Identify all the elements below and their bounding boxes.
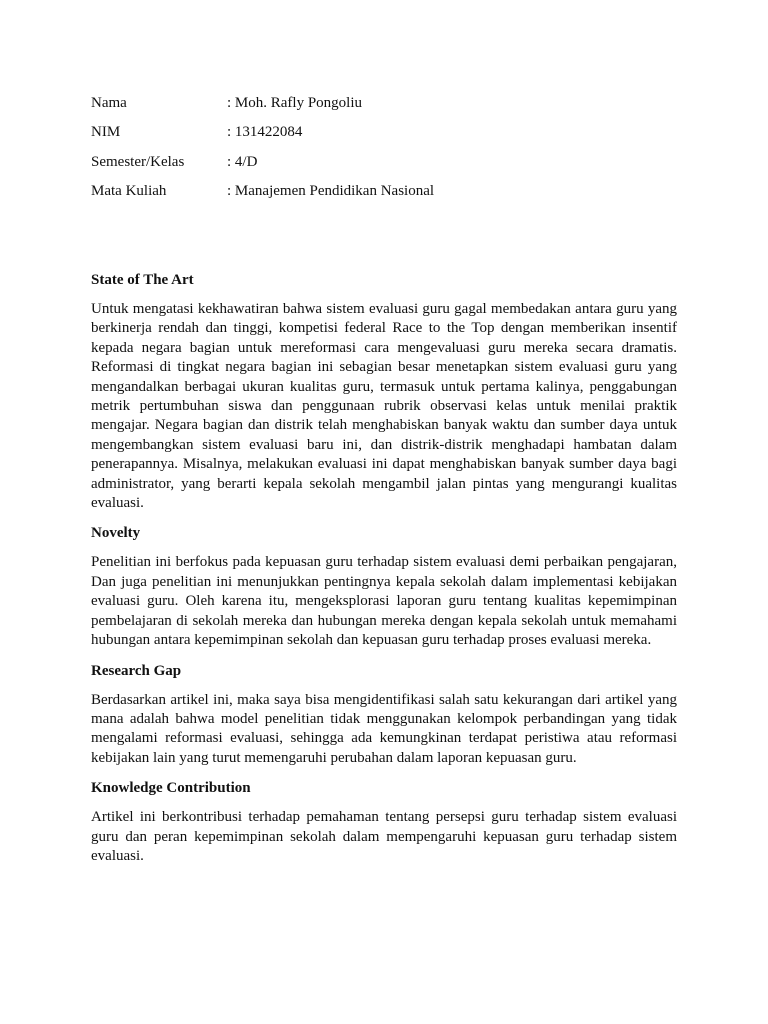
info-label: Mata Kuliah (91, 182, 167, 199)
info-row-semester (91, 152, 691, 181)
info-label: Nama (91, 95, 127, 111)
info-row-mata-kuliah (91, 181, 691, 210)
section-paragraph: Penelitian ini berfokus pada kepuasan guru terhadap sistem evaluasi demi perbaikan pengajaran, Dan juga penelitian ini menunjukkan pentingnya kepala sekolah dalam implementasi kebijakan evaluasi guru. Oleh karena itu, mengeksplorasi laporan guru tentang kualitas kepemimpinan pembelajaran di sekolah mereka dan hubungan mereka dengan kepala sekolah untuk memahami hubungan antara kepemimpinan sekolah dan kepuasan guru terhadap proses evaluasi mereka. (91, 554, 677, 649)
info-value: : Manajemen Pendidikan Nasional (227, 181, 434, 201)
section-paragraph: Berdasarkan artikel ini, maka saya bisa mengidentifikasi salah satu kekurangan dari artikel yang mana adalah bahwa model penelitian tidak menggunakan kelompok perbandingan yang tidak mengalami reformasi evaluasi, sehingga ada kemungkinan terdapat peristiwa atau reformasi kebijakan lain yang turut memengaruhi perubahan dalam laporan kepuasan guru. (91, 691, 677, 766)
info-label: Semester/Kelas (91, 153, 185, 170)
section-novelty (91, 523, 677, 650)
section-paragraph: Artikel ini berkontribusi terhadap pemahaman tentang persepsi guru terhadap sistem evaluasi guru dan peran kepemimpinan sekolah dalam mempengaruhi kepuasan guru terhadap sistem evaluasi. (91, 809, 677, 864)
document-body (91, 270, 677, 876)
info-row-nim (91, 122, 691, 151)
section-research-gap (91, 661, 677, 769)
section-heading: Novelty (91, 525, 141, 542)
section-heading: Research Gap (91, 662, 182, 679)
student-info (91, 93, 691, 210)
section-heading: Knowledge Contribution (91, 780, 251, 797)
info-label: NIM (91, 124, 121, 141)
section-paragraph: Untuk mengatasi kekhawatiran bahwa sistem evaluasi guru gagal membedakan antara guru yang berkinerja rendah dan tinggi, kompetisi federal Race to the Top dengan memberikan insentif kepada negara bagian untuk mereformasi cara mengevaluasi guru mereka secara dramatis. Reformasi di tingkat negara bagian ini sebagian besar menetapkan sistem evaluasi guru yang mengandalkan berbagai ukuran kualitas guru, termasuk untuk pertama kalinya, penggabungan metrik pertumbuhan siswa dan penggunaan rubrik observasi kelas untuk menilai praktik mengajar. Negara bagian dan distrik telah menghabiskan banyak waktu dan sumber daya untuk mengembangkan sistem evaluasi baru ini, dan distrik-distrik menghadapi hambatan dalam penerapannya. Misalnya, melakukan evaluasi ini dapat menghabiskan banyak sumber daya bagi administrator, yang berarti kepala sekolah mengambil jalan pintas yang mengurangi kualitas evaluasi. (91, 301, 677, 512)
info-value: : 131422084 (227, 122, 302, 142)
section-heading: State of The Art (91, 272, 194, 288)
info-row-nama (91, 93, 691, 122)
info-value: : 4/D (227, 152, 257, 172)
section-knowledge-contribution (91, 778, 677, 866)
info-value: : Moh. Rafly Pongoliu (227, 93, 362, 113)
section-state-of-the-art (91, 270, 677, 513)
